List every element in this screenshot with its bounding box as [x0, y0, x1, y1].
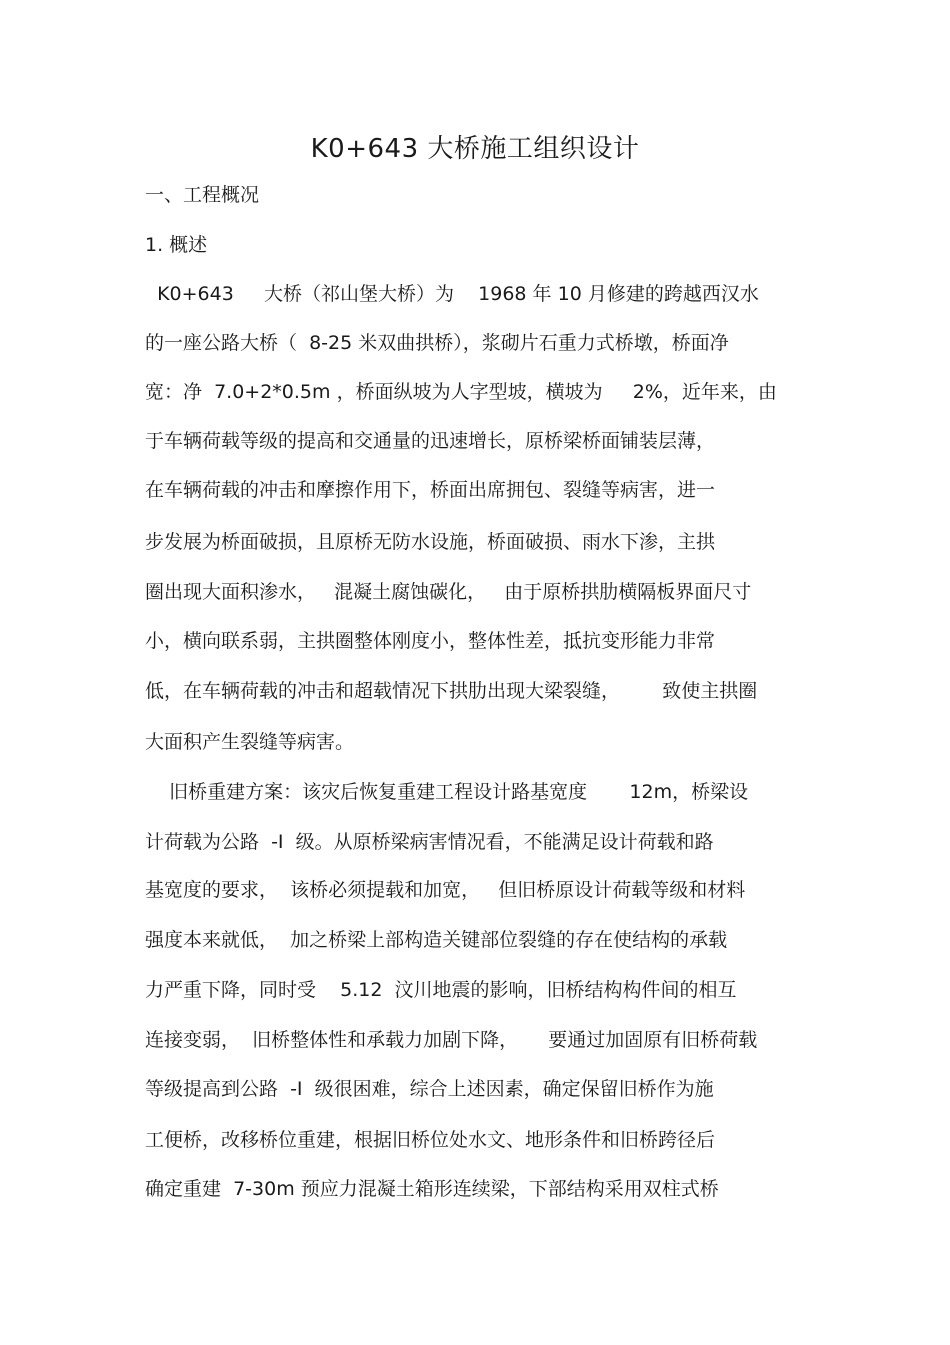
paragraph-line: 小，横向联系弱，主拱圈整体刚度小，整体性差，抵抗变形能力非常 [145, 630, 716, 652]
paragraph-line: 计荷载为公路 -I 级。从原桥梁病害情况看，不能满足设计荷载和路 [145, 831, 714, 853]
document-title: K0+643 大桥施工组织设计 [310, 134, 640, 164]
paragraph-line: 工便桥，改移桥位重建，根据旧桥位处水文、地形条件和旧桥跨径后 [145, 1129, 716, 1151]
paragraph-line: 力严重下降，同时受 5.12 汶川地震的影响，旧桥结构构件间的相互 [145, 979, 737, 1001]
paragraph-line: 连接变弱， 旧桥整体性和承载力加剧下降， 要通过加固原有旧桥荷载 [145, 1029, 758, 1051]
paragraph-line: K0+643 大桥（祁山堡大桥）为 1968 年 10 月修建的跨越西汉水 [145, 283, 759, 305]
paragraph-line: 基宽度的要求， 该桥必须提载和加宽， 但旧桥原设计荷载等级和材料 [145, 879, 746, 901]
paragraph-line: 圈出现大面积渗水， 混凝土腐蚀碳化， 由于原桥拱肋横隔板界面尺寸 [145, 581, 752, 603]
paragraph-line: 等级提高到公路 -I 级很困难，综合上述因素，确定保留旧桥作为施 [145, 1078, 714, 1100]
paragraph-line: 步发展为桥面破损，且原桥无防水设施，桥面破损、雨水下渗，主拱 [145, 531, 716, 553]
section-heading: 一、工程概况 [145, 184, 260, 206]
paragraph-line: 宽：净 7.0+2*0.5m ，桥面纵坡为人字型坡，横坡为 2%，近年来，由 [145, 381, 777, 403]
paragraph-line: 在车辆荷载的冲击和摩擦作用下，桥面出席拥包、裂缝等病害，进一 [145, 479, 716, 501]
subsection-heading: 1. 概述 [145, 234, 208, 256]
paragraph-line: 确定重建 7-30m 预应力混凝土箱形连续梁，下部结构采用双柱式桥 [145, 1178, 719, 1200]
paragraph-line: 的一座公路大桥（ 8-25 米双曲拱桥），浆砌片石重力式桥墩，桥面净 [145, 332, 729, 354]
paragraph-line: 低，在车辆荷载的冲击和超载情况下拱肋出现大梁裂缝， 致使主拱圈 [145, 680, 758, 702]
paragraph-line: 强度本来就低， 加之桥梁上部构造关键部位裂缝的存在使结构的承载 [145, 929, 728, 951]
paragraph-line: 旧桥重建方案：该灾后恢复重建工程设计路基宽度 12m，桥梁设 [145, 781, 749, 803]
paragraph-line: 大面积产生裂缝等病害。 [145, 731, 355, 753]
paragraph-line: 于车辆荷载等级的提高和交通量的迅速增长，原桥梁桥面铺装层薄， [145, 430, 716, 452]
